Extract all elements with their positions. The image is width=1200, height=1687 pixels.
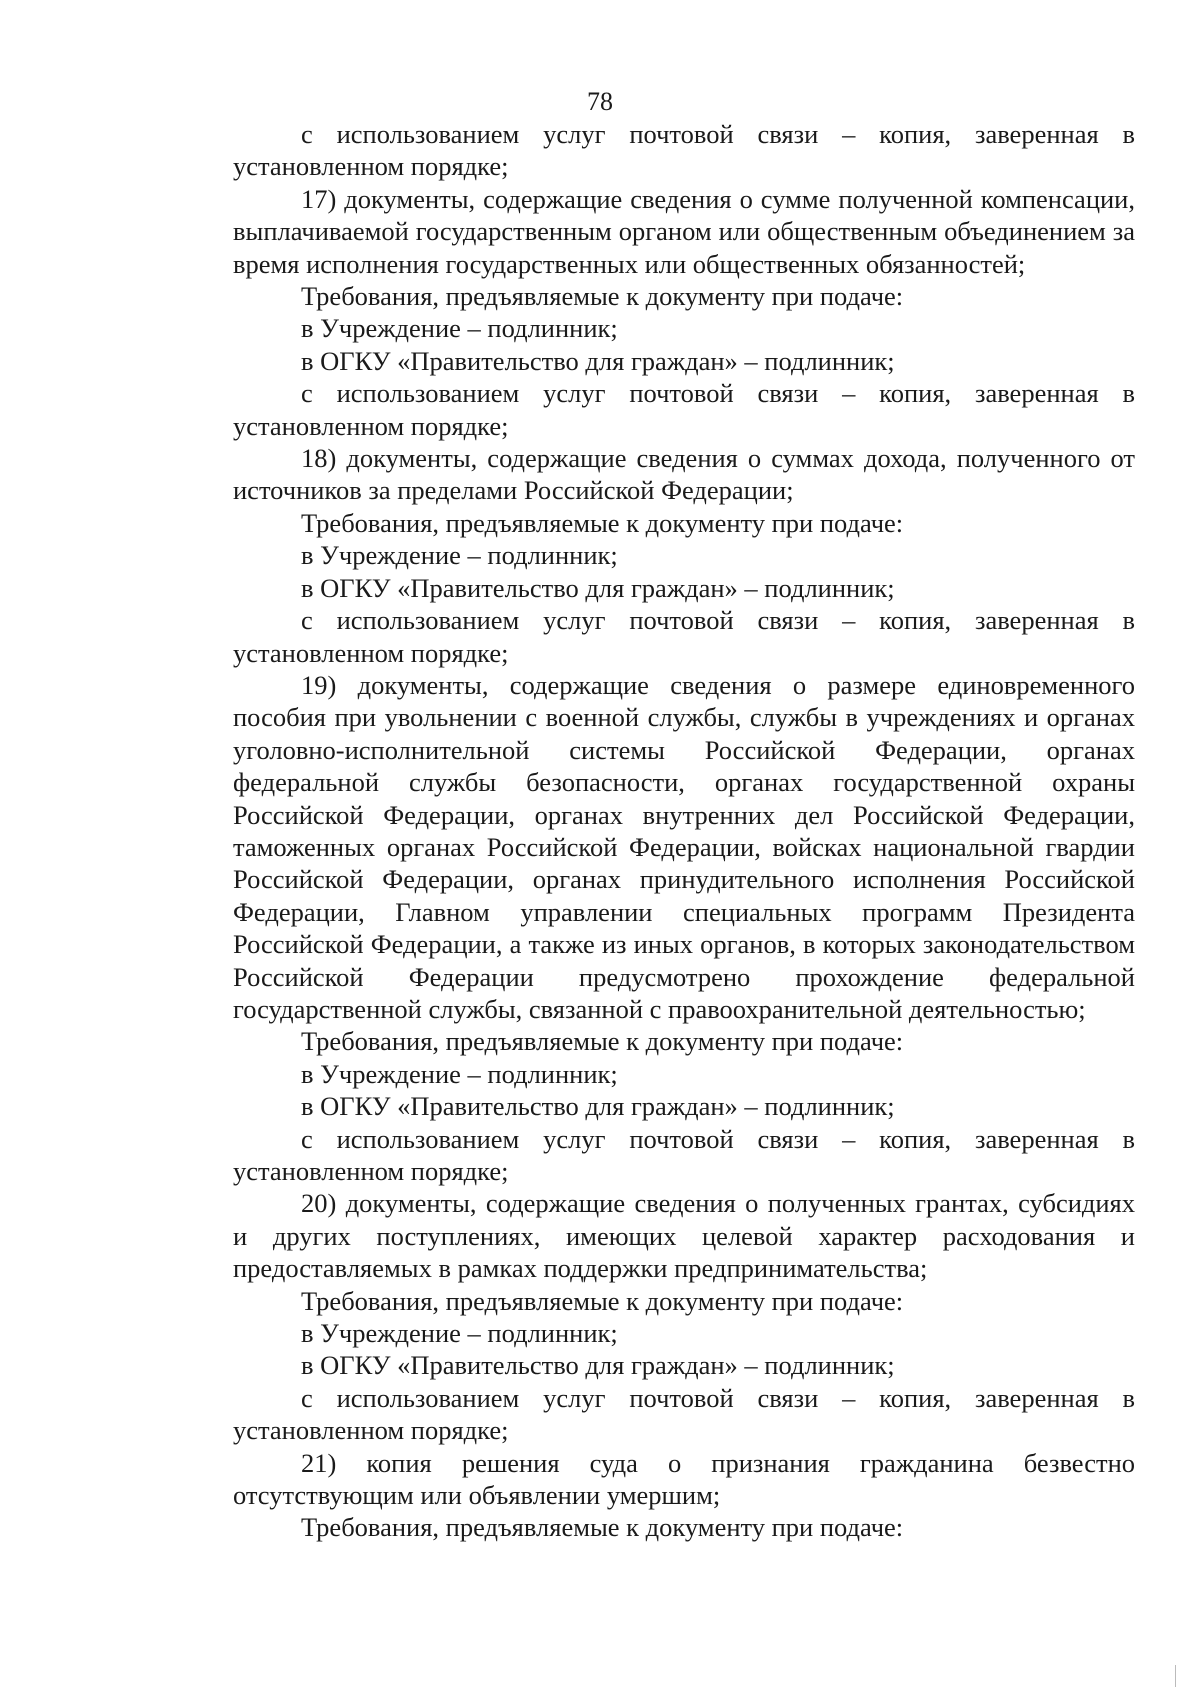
- paragraph: с использованием услуг почтовой связи – копия, заверенная в установленном порядке;: [233, 378, 1135, 441]
- paragraph: с использованием услуг почтовой связи – копия, заверенная в установленном порядке;: [233, 1123, 1135, 1186]
- paragraph: в Учреждение – подлинник;: [301, 1318, 618, 1349]
- paragraph: в ОГКУ «Правительство для граждан» – подлинник;: [301, 1350, 895, 1381]
- paragraph: в ОГКУ «Правительство для граждан» – подлинник;: [301, 572, 895, 603]
- page-number: 78: [587, 87, 613, 116]
- paragraph: 20) документы, содержащие сведения о полученных грантах, субсидиях и других поступлениях, имеющих целевой характер расходования и предоставляемых в рамках поддержки предпринимательства;: [233, 1188, 1135, 1284]
- paragraph: в Учреждение – подлинник;: [301, 1058, 618, 1089]
- paragraph: в ОГКУ «Правительство для граждан» – подлинник;: [301, 345, 895, 376]
- paragraph: 17) документы, содержащие сведения о сумме полученной компенсации, выплачиваемой государственным органом или общественным объединением за время исполнения государственных или общественных обязанностей;: [233, 183, 1135, 279]
- paragraph: с использованием услуг почтовой связи – копия, заверенная в установленном порядке;: [233, 1382, 1135, 1446]
- paragraph: 18) документы, содержащие сведения о суммах дохода, полученного от источников за пределами Российской Федерации;: [233, 443, 1135, 506]
- paragraph: Требования, предъявляемые к документу при подаче:: [301, 1512, 904, 1543]
- paragraph: с использованием услуг почтовой связи – копия, заверенная в установленном порядке;: [233, 119, 1135, 182]
- paragraph: в Учреждение – подлинник;: [301, 540, 618, 571]
- document-body: [233, 118, 1135, 1544]
- paragraph: в ОГКУ «Правительство для граждан» – подлинник;: [301, 1091, 895, 1122]
- scan-edge-mark: [1175, 1665, 1176, 1687]
- paragraph: Требования, предъявляемые к документу при подаче:: [301, 507, 904, 538]
- paragraph: Требования, предъявляемые к документу при подаче:: [301, 1026, 904, 1057]
- paragraph: 19) документы, содержащие сведения о размере единовременного пособия при увольнении с военной службы, службы в учреждениях и органах уголовно-исполнительной системы Российской Федерации, органах федеральной службы безопасности, органах государственной охраны Российской Федерации, органах внутренних дел Российской Федерации, таможенных органах Российской Федерации, войсках национальной гвардии Российской Федерации, органах принудительного исполнения Российской Федерации, Главном управлении специальных программ Президента Российской Федерации, а также из иных органов, в которых законодательством Российской Федерации предусмотрено прохождение федеральной государственной службы, связанной с правоохранительной деятельностью;: [233, 669, 1135, 1024]
- paragraph: с использованием услуг почтовой связи – копия, заверенная в установленном порядке;: [233, 605, 1135, 668]
- paragraph: 21) копия решения суда о признания гражданина безвестно отсутствующим или объявлении умершим;: [233, 1447, 1135, 1511]
- paragraph: Требования, предъявляемые к документу при подаче:: [301, 1285, 904, 1316]
- paragraph: Требования, предъявляемые к документу при подаче:: [301, 281, 904, 312]
- paragraph: в Учреждение – подлинник;: [301, 313, 618, 344]
